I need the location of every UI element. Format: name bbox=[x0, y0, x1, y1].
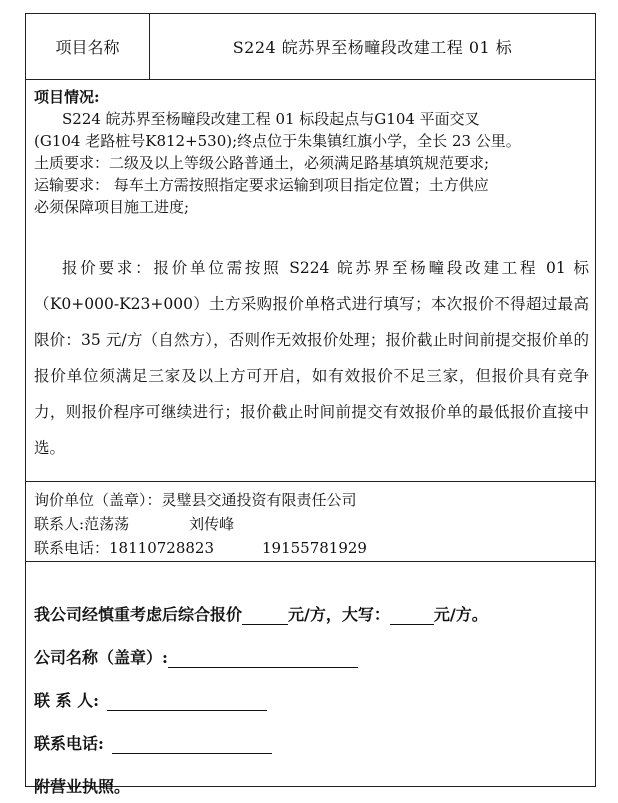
bidder-form-row bbox=[26, 562, 595, 796]
bidder-contact-label: 联 系 人: bbox=[34, 691, 100, 710]
project-situation-text bbox=[34, 86, 587, 218]
contact-name-2: 刘传峰 bbox=[189, 515, 235, 533]
license-note: 附营业执照。 bbox=[34, 777, 131, 796]
situation-line: S224 皖苏界至杨疃段改建工程 01 标段起点与G104 平面交叉 bbox=[62, 110, 480, 128]
phone-label: 联系电话： bbox=[34, 539, 110, 557]
quote-unit-2: 元/方。 bbox=[433, 605, 488, 624]
phone-2: 19155781929 bbox=[262, 539, 367, 557]
project-name-value: S224 皖苏界至杨疃段改建工程 01 标 bbox=[232, 38, 513, 57]
situation-line: 必须保障项目施工进度; bbox=[34, 198, 190, 216]
bidder-phone-field[interactable] bbox=[112, 735, 272, 754]
inquirer-contacts bbox=[34, 512, 367, 536]
company-label: 公司名称（盖章）: bbox=[34, 648, 168, 667]
inquirer-row bbox=[26, 482, 595, 562]
quote-prefix: 我公司经慎重考虑后综合报价 bbox=[34, 605, 243, 624]
inquirer-phones bbox=[34, 536, 367, 560]
quote-requirement: 报价要求：报价单位需按照 S224 皖苏界至杨疃段改建工程 01 标（K0+000-K23+000）土方采购报价单格式进行填写；本次报价不得超过最高限价：35 元/方（自然方），否则作无效报价处理；报价截止时间前提交报价单的报价单位须满足三家及以上方可开启，如有效报价不足三家，但报价具有竞争力，则报价程序可继续进行；报价截止时间前提交有效报价单的最低报价直接中选。 bbox=[34, 259, 589, 457]
company-line bbox=[34, 625, 587, 668]
project-name-label: 项目名称 bbox=[26, 14, 150, 79]
license-line bbox=[34, 754, 587, 797]
situation-line: (G104 老路桩号K812+530);终点位于朱集镇红旗小学，全长 23 公里。 bbox=[34, 132, 521, 150]
quote-unit: 元/方，大写： bbox=[288, 605, 390, 624]
contact-line bbox=[34, 668, 587, 711]
company-field[interactable] bbox=[168, 649, 358, 668]
situation-line: 运输要求： 每车土方需按照指定要求运输到项目指定位置；土方供应 bbox=[34, 176, 489, 194]
phone-line bbox=[34, 711, 587, 754]
inquirer-info bbox=[34, 488, 367, 560]
bidder-form bbox=[34, 582, 587, 797]
phone-1: 18110728823 bbox=[109, 539, 214, 557]
inquirer-unit: 询价单位（盖章）：灵璧县交通投资有限责任公司 bbox=[34, 491, 357, 509]
contact-label: 联系人: bbox=[34, 515, 85, 533]
contact-name-1: 范荡荡 bbox=[84, 515, 130, 533]
quote-line bbox=[34, 582, 587, 625]
quote-capital-field[interactable] bbox=[390, 606, 434, 625]
project-situation-row bbox=[26, 80, 595, 482]
situation-heading: 项目情况: bbox=[34, 88, 100, 106]
bidder-phone-label: 联系电话: bbox=[34, 734, 104, 753]
situation-line: 土质要求：二级及以上等级公路普通土，必须满足路基填筑规范要求; bbox=[34, 154, 490, 172]
quote-price-field[interactable] bbox=[242, 606, 288, 625]
bidder-contact-field[interactable] bbox=[107, 692, 267, 711]
quotation-table bbox=[25, 13, 596, 796]
project-name-row bbox=[26, 14, 595, 80]
